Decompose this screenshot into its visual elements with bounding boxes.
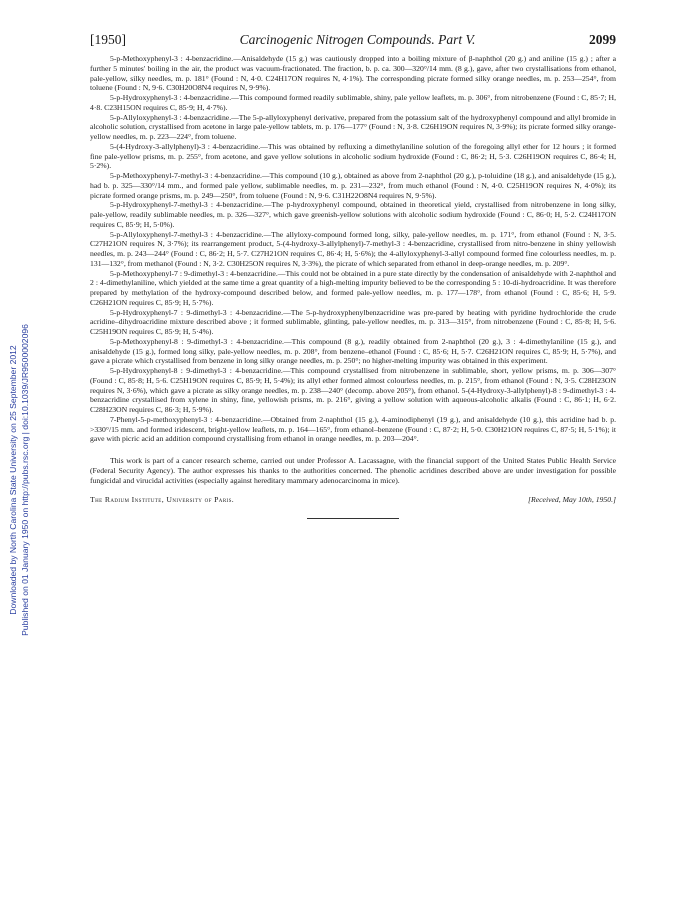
institution: The Radium Institute, University of Paris. <box>90 495 235 505</box>
running-header <box>90 32 616 48</box>
page <box>90 32 616 519</box>
paragraph: 7-Phenyl-5-p-methoxyphenyl-3 : 4-benzacridine.—Obtained from 2-naphthol (15 g.), 4-aminodiphenyl (19 g.), and anisaldehyde (10 g.), this acridine had b. p. >330°/15 mm. and formed iridescent, bright-yellow leaflets, m. p. 164—165°, from ethanol–benzene (Found : C, 87·2; H, 5·0. C30H21ON requires C, 87·5; H, 5·1%); it gave with picric acid an addition compound crystallising from ethanol in orange needles, m. p. 203—204°. <box>90 414 616 444</box>
paragraph: 5-(4-Hydroxy-3-allylphenyl)-3 : 4-benzacridine.—This was obtained by refluxing a dimethylaniline solution of the foregoing allyl ether for 12 hours ; it formed fine pale-yellow prisms, m. p. 255°, from acetone, and gave yellow solutions in alcoholic sodium hydroxide (Found : C, 86·2; H, 5·3. C26H19ON requires C, 86·4; H, 5·2%). <box>90 141 616 171</box>
paragraph: 5-p-Methoxyphenyl-7-methyl-3 : 4-benzacridine.—This compound (10 g.), obtained as above from 2-naphthol (20 g.), p-toluidine (18 g.), and anisaldehyde (15 g.), had b. p. 325—330°/14 mm., and formed pale yellow, sublimable needles, m. p. 231—232°, from much ethanol (Found : N, 4·0. C25H19ON requires N, 4·0%); its picrate formed orange prisms, m. p. 249—250°, from toluene (Found : N, 9·6. C31H22O8N4 requires N, 9·5%). <box>90 171 616 200</box>
article-body <box>90 54 616 485</box>
published-note: Published on 01 January 1950 on http://pubs.rsc.org | doi:10.1039/JR9500002096 <box>20 324 30 636</box>
paragraph: 5-p-Allyloxyphenyl-7-methyl-3 : 4-benzacridine.—The allyloxy-compound formed long, silky, pale-yellow needles, m. p. 171°, from ethanol (Found : N, 3·5. C27H21ON requires N, 3·7%); its rearrangement product, 5-(4-hydroxy-3-allylphenyl)-7-methyl-3 : 4-benzacridine, crystallised from nitro-benzene in shiny yellowish needles, m. p. 243—244° (Found : C, 86·2; H, 5·7. C27H21ON requires C, 86·4; H, 5·6%); the 4-allyloxyphenyl-3-allyl compound formed fine colourless needles, m. p. 131—132°, from methanol (Found : N, 3·2. C30H25ON requires N, 3·3%), the picrate of which separated from ethanol in deep-orange needles, m. p. 209°. <box>90 229 616 268</box>
received-date: [Received, May 10th, 1950.] <box>528 495 616 505</box>
affiliation-line <box>90 495 616 504</box>
download-sidebar <box>4 200 34 760</box>
paragraph: 5-p-Methoxyphenyl-3 : 4-benzacridine.—Anisaldehyde (15 g.) was cautiously dropped into a boiling mixture of β-naphthol (20 g.) and aniline (15 g.) ; after a further 5 minutes' boiling in the air, the product was vacuum-fractionated. The fraction, b. p. ca. 300—320°/14 mm. (8 g.), gave, after two crystallisations from ethanol, pale-yellow, silky needles, m. p. 181° (Found : N, 4·0. C24H17ON requires N, 4·1%). The corresponding picrate formed silky orange needles, m. p. 253—254°, from toluene (Found : N, 9·6. C30H20O8N4 requires N, 9·9%). <box>90 54 616 93</box>
downloaded-note: Downloaded by North Carolina State University on 25 September 2012 <box>8 345 18 615</box>
paragraph: 5-p-Hydroxyphenyl-3 : 4-benzacridine.—This compound formed readily sublimable, shiny, pale yellow leaflets, m. p. 306°, from nitrobenzene (Found : C, 85·7; H, 4·8. C23H15ON requires C, 85·9; H, 4·7%). <box>90 93 616 112</box>
header-year: [1950] <box>90 32 126 47</box>
acknowledgement: This work is part of a cancer research scheme, carried out under Professor A. Lacassagne, with the financial support of the United States Public Health Service (Federal Security Agency). The author expresses his thanks to the authorities concerned. The phenolic acridines described above are under investigation for possible fungicidal and virucidal activities (especially against hereditary mammary adenocarcinoma in mice). <box>90 456 616 485</box>
paragraph: 5-p-Allyloxyphenyl-3 : 4-benzacridine.—The 5-p-allyloxyphenyl derivative, prepared from the potassium salt of the hydroxyphenyl compound and allyl bromide in alcoholic solution, crystallised from acetone in large pale-yellow tablets, m. p. 176—177° (Found : N, 3·8. C26H19ON requires N, 3·9%); its picrate formed silky orange-yellow needles, m. p. 223—224°, from toluene. <box>90 112 616 141</box>
end-rule <box>307 518 399 519</box>
paragraph: 5-p-Methoxyphenyl-7 : 9-dimethyl-3 : 4-benzacridine.—This could not be obtained in a pure state directly by the condensation of anisaldehyde with 2-naphthol and 2 : 4-dimethylaniline, which yielded at the same time a great quantity of a high-melting impurity believed to be the corresponding 5 : 10-di-hydroacridine. It was therefore prepared by methylation of the hydroxy-compound described below, and formed pale-yellow needles, m. p. 177—178°, from ethanol (Found : C, 85·6; H, 5·9. C26H21ON requires C, 85·9; H, 5·7%). <box>90 268 616 307</box>
header-title: Carcinogenic Nitrogen Compounds. Part V. <box>239 32 476 47</box>
paragraph: 5-p-Methoxyphenyl-8 : 9-dimethyl-3 : 4-benzacridine.—This compound (8 g.), readily obtained from 2-naphthol (20 g.), 3 : 4-dimethylaniline (15 g.), and anisaldehyde (15 g.), formed long silky, pale-yellow needles, m. p. 208°, from benzene–ethanol (Found : C, 85·6; H, 5·7. C26H21ON requires C, 85·9; H, 5·7%), and gave a picrate which crystallised from benzene in long silky orange needles, m. p. 250°; no higher-melting impurity was obtained in this experiment. <box>90 336 616 366</box>
paragraph: 5-p-Hydroxyphenyl-8 : 9-dimethyl-3 : 4-benzacridine.—This compound crystallised from nitrobenzene in sublimable, short, yellow prisms, m. p. 306—307° (Found : C, 85·8; H, 5·6. C25H19ON requires C, 85·9; H, 5·4%); its allyl ether formed almost colourless needles, m. p. 215°, from ethanol (Found : N, 3·5. C28H23ON requires N, 3·6%), which gave a picrate as silky orange needles, m. p. 238—240° (decomp. above 205°), from ethanol. 5-(4-Hydroxy-3-allylphenyl)-8 : 9-dimethyl-3 : 4-benzacridine crystallised from xylene in shiny, fine, yellowish prisms, m. p. 216°, giving a yellow solution with aqueous-alcoholic alkalis (Found : C, 86·1; H, 6·2. C28H23ON requires C, 86·3; H, 5·9%). <box>90 366 616 414</box>
paragraph: 5-p-Hydroxyphenyl-7 : 9-dimethyl-3 : 4-benzacridine.—The 5-p-hydroxyphenylbenzacridine was pre-pared by heating with pyridine hydrochloride the crude acridine–dihydroacridine mixture described above ; it formed sublimable, glinting, pale-yellow needles, m. p. 313—315°, from nitrobenzene (Found : C, 85·8; H, 5·6. C25H19ON requires C, 85·9; H, 5·4%). <box>90 307 616 336</box>
page-number: 2099 <box>589 32 616 47</box>
paragraph: 5-p-Hydroxyphenyl-7-methyl-3 : 4-benzacridine.—The p-hydroxyphenyl compound, obtained in theoretical yield, crystallised from nitrobenzene in long silky, pale-yellow, readily sublimable needles, m. p. 326—327°, which gave greenish-yellow solutions with alcoholic sodium hydroxide (Found : C, 86·0; H, 5·2. C24H17ON requires C, 85·9; H, 5·0%). <box>90 200 616 229</box>
